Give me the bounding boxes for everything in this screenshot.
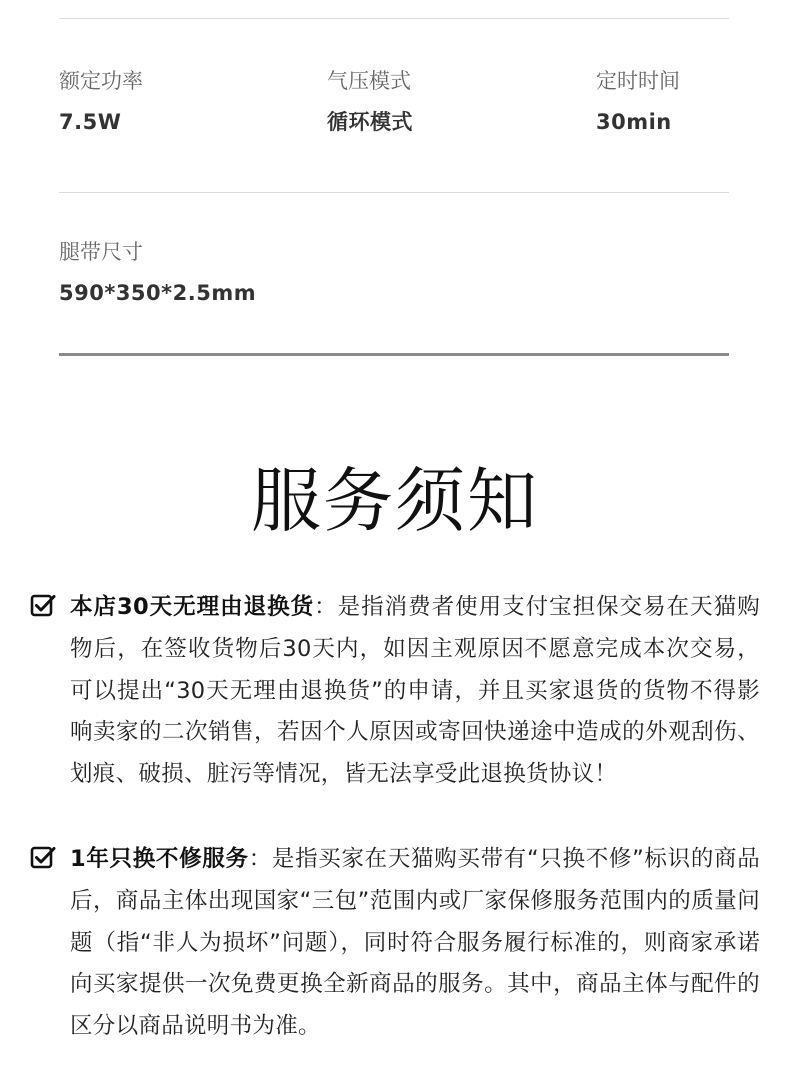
spec-power — [59, 71, 143, 133]
spec-mode — [327, 71, 413, 133]
notice-return-policy-text — [70, 587, 760, 796]
spec-power-value: 7.5W — [59, 110, 122, 134]
spec-power-label: 额定功率 — [59, 69, 143, 93]
divider-top — [59, 18, 729, 19]
notice-replace-service — [30, 839, 760, 1048]
spec-timer-label: 定时时间 — [596, 69, 680, 93]
checkbox-checked-icon — [30, 845, 56, 871]
spec-timer — [596, 71, 680, 133]
spec-mode-value: 循环模式 — [327, 110, 413, 134]
notice-heading: 1年只换不修服务 — [70, 846, 249, 872]
spec-strap-label: 腿带尺寸 — [59, 240, 143, 264]
spec-strap — [59, 242, 256, 304]
notice-replace-service-text — [70, 839, 760, 1048]
notice-body: ：是指消费者使用支付宝担保交易在天猫购物后，在签收货物后30天内，如因主观原因不愿意完成本次交易，可以提出“30天无理由退换货”的申请，并且买家退货的货物不得影响卖家的二次销售，若因个人原因或寄回快递途中造成的外观刮伤、划痕、破损、脏污等情况，皆无法享受此退换货协议！ — [70, 594, 760, 788]
spec-mode-label: 气压模式 — [327, 69, 411, 93]
notice-heading: 本店30天无理由退换货 — [70, 594, 315, 620]
divider-bottom — [59, 353, 729, 356]
spec-strap-value: 590*350*2.5mm — [59, 281, 257, 305]
notice-return-policy — [30, 587, 760, 796]
checkbox-checked-icon — [30, 593, 56, 619]
spec-timer-value: 30min — [596, 110, 672, 134]
section-title: 服务须知 — [251, 460, 539, 542]
divider-middle — [59, 192, 729, 193]
notice-body: ：是指买家在天猫购买带有“只换不修”标识的商品后，商品主体出现国家“三包”范围内或厂家保修服务范围内的质量问题（指“非人为损坏”问题），同时符合服务履行标准的，则商家承诺向买家提供一次免费更换全新商品的服务。其中，商品主体与配件的区分以商品说明书为准。 — [70, 846, 760, 1040]
